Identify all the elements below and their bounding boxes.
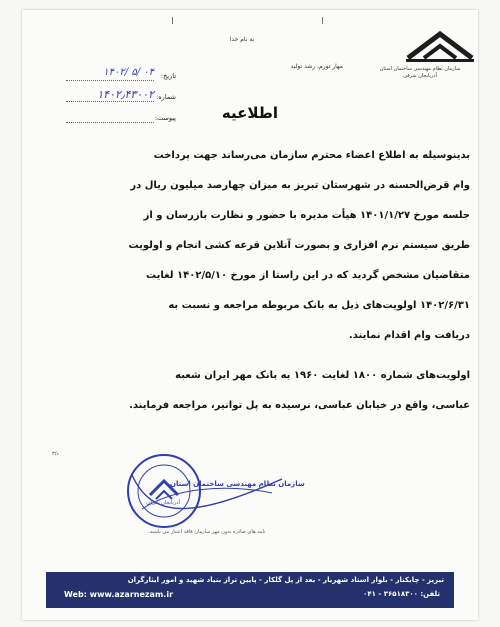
body-line: دریافت وام اقدام نمایند. xyxy=(348,330,470,341)
body-line: طریق سیستم نرم افزاری و بصورت آنلاین قرعه کشی انجام و اولویت xyxy=(128,240,470,251)
slogan: مهار تورم، رشد تولید xyxy=(290,63,343,70)
body-line: جلسه مورخ ۱۴۰۱/۱/۲۷ هیأت مدیره با حضور و نظارت بازرسان و از xyxy=(143,210,470,221)
stamp-inner-text: آذربایجان شرقی xyxy=(146,500,180,506)
stamp-outer-text: سازمان نظام مهندسی ساختمان استان xyxy=(170,480,305,488)
dotted-line xyxy=(66,122,154,123)
page-title: اطلاعیه xyxy=(221,104,279,122)
body-line: متقاضیان مشخص گردید که در این راستا از مورخ ۱۴۰۲/۵/۱۰ لغایت xyxy=(146,270,470,281)
fold-mark xyxy=(322,17,323,24)
body-line: وام قرض‌الحسنه در شهرستان تبریز به میزان چهارصد میلیون ریال در xyxy=(130,180,470,191)
organization-logo-icon xyxy=(402,28,478,64)
body-line: بدینوسیله به اطلاع اعضاء محترم سازمان می‌رساند جهت پرداخت xyxy=(153,150,470,161)
attachment-label: پیوست: xyxy=(154,114,176,122)
date-label: تاریخ: xyxy=(160,72,176,80)
number-value: ۱۴۰۲٫۴۳۰۰۲ xyxy=(97,88,154,101)
footer-address: تبریز - چایکنار - بلوار استاد شهریار - بعد از پل گلکار - پایین تراز بنیاد شهید و امور ایثارگران xyxy=(127,576,444,584)
dotted-line xyxy=(66,101,154,102)
fold-mark xyxy=(172,17,173,24)
website-link[interactable]: Web: www.azarnezam.ir xyxy=(64,590,174,599)
basmala: به نام خدا xyxy=(229,36,255,43)
reference-mark: د/۳ xyxy=(52,451,59,457)
organization-name xyxy=(360,66,480,80)
body-line: اولویت‌های شماره ۱۸۰۰ لغایت ۱۹۶۰ به بانک مهر ایران شعبه xyxy=(175,370,470,381)
organization-name-line: آذربایجان شرقی xyxy=(403,73,437,79)
dotted-line xyxy=(66,80,154,81)
footer-note: نامه های صادره بدون مهر سازمان فاقد اعتبار می باشند. xyxy=(148,529,266,535)
date-row xyxy=(66,67,176,85)
organization-name-line: سازمان نظام مهندسی ساختمان استان xyxy=(379,66,461,72)
body-line: عباسی، واقع در خیابان عباسی، نرسیده به پل توانیر، مراجعه فرمایند. xyxy=(129,400,470,411)
footer-bar xyxy=(46,572,454,608)
phone-number: تلفن: ۳۶۵۱۸۳۰۰ - ۰۴۱ xyxy=(363,590,440,598)
body-line: ۱۴۰۲/۶/۳۱ اولویت‌های ذیل به بانک مربوطه مراجعه و نسبت به xyxy=(168,300,470,311)
date-value: ۱۴۰۲/ ۵/ ۰۴ xyxy=(103,67,154,78)
number-label: شماره: xyxy=(156,93,176,101)
